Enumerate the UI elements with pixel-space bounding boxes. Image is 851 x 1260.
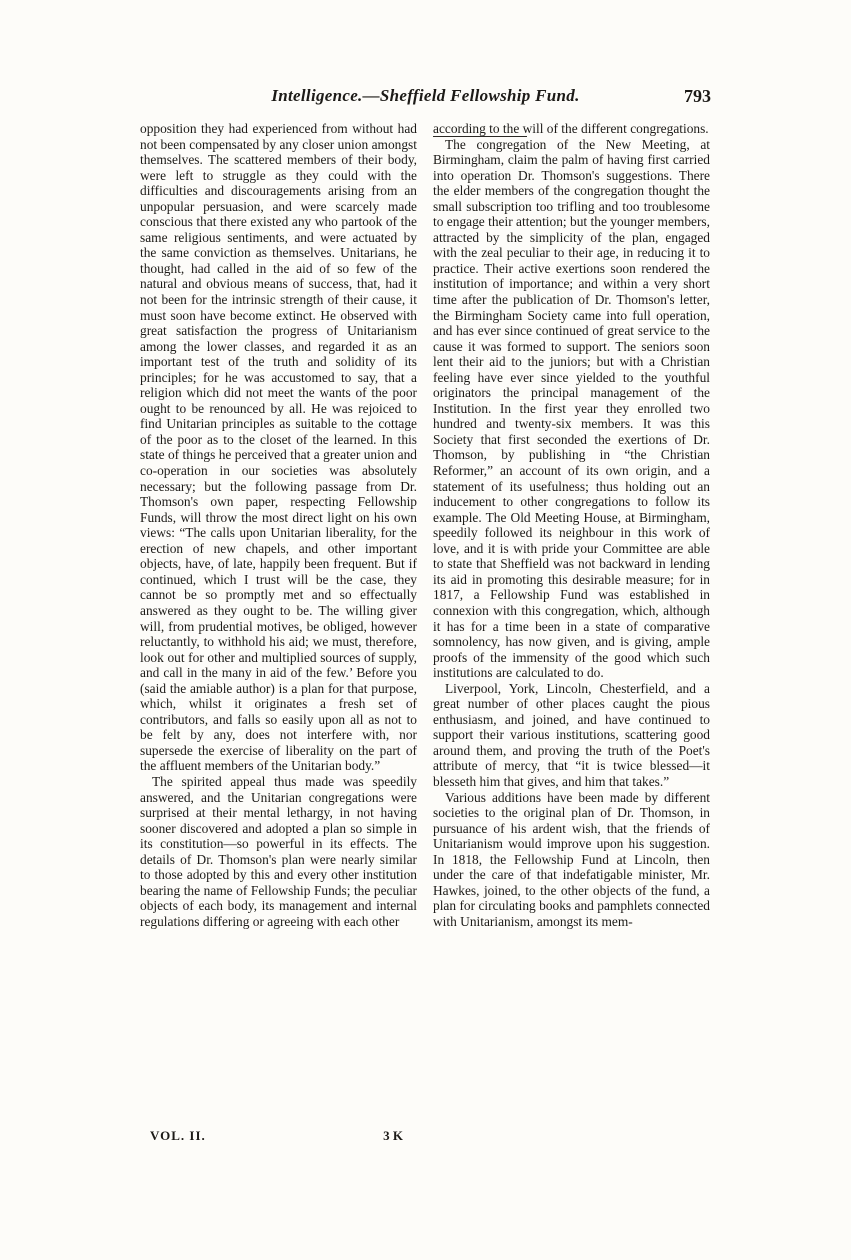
volume-label: VOL. II. <box>150 1128 206 1143</box>
running-title: Intelligence.—Sheffield Fellowship Fund. <box>271 86 580 105</box>
right-column <box>433 121 710 929</box>
left-paragraph-2: The spirited appeal thus made was speedily answered, and the Unitarian congregations were surprised at their mental lethargy, in not having sooner discovered and adopted a plan so simple in its constitution—so powerful in its effects. The details of Dr. Thomson's plan were nearly similar to those adopted by this and every other institution bearing the name of Fellowship Funds; the peculiar objects of each body, its management and internal regulations differing or agreeing with each other <box>140 773 417 929</box>
page-header <box>140 86 711 112</box>
right-paragraph-4: Various additions have been made by different societies to the original plan of Dr. Thomson, in pursuance of his ardent wish, that the friends of Unitarianism would improve upon his suggestion. In 1818, the Fellowship Fund at Lincoln, then under the care of that indefatigable minister, Mr. Hawkes, joined, to the other objects of the fund, a plan for circulating books and pamphlets connected with Unitarianism, amongst its mem- <box>433 789 710 929</box>
signature-mark: 3 K <box>383 1128 403 1143</box>
right-paragraph-3: Liverpool, York, Lincoln, Chesterfield, and a great number of other places caught the pious enthusiasm, and joined, and have continued to support their various institutions, scattering good around them, and proving the truth of the Poet's attribute of mercy, that “it is twice blessed—it blesseth him that gives, and him that takes.” <box>433 680 710 789</box>
right-paragraph-1: according to the will of the different congregations. <box>433 121 709 136</box>
page-number: 793 <box>684 86 711 106</box>
left-column <box>140 121 417 929</box>
right-paragraph-2: The congregation of the New Meeting, at Birmingham, claim the palm of having first carried into operation Dr. Thomson's suggestions. There the elder members of the congregation thought the small subscription too trifling and too troublesome to engage their attention; but the younger members, attracted by the simplicity of the plan, engaged with the zeal peculiar to their age, in reducing it to practice. Their active exertions soon rendered the institution of importance; and within a very short time after the publication of Dr. Thomson's letter, the Birmingham Society came into full operation, and has ever since continued of great service to the cause it was formed to support. The seniors soon lent their aid to the juniors; but with a Christian feeling have ever since yielded to the youthful originators the principal management of the Institution. In the first year they enrolled two hundred and twenty-six members. It was this Society that first seconded the exertions of Dr. Thomson, by publishing in “the Christian Reformer,” an account of its own origin, and a statement of its usefulness; thus holding out an inducement to other congregations to follow its example. The Old Meeting House, at Birmingham, speedily followed its neighbour in this work of love, and it is with pride your Committee are able to state that Sheffield was not backward in lending its aid in promoting this desirable measure; for in 1817, a Fellowship Fund was established in connexion with this congregation, which, although it has for a time been in a state of comparative somnolency, has now given, and is giving, ample proofs of the immensity of the good which such institutions are calculated to do. <box>433 136 710 681</box>
left-paragraph-1: opposition they had experienced from without had not been compensated by any closer union amongst themselves. The scattered members of their body, were left to struggle as they could with the difficulties and discouragements arising from an unpopular persuasion, and were scarcely made conscious that there existed any who partook of the same religious sentiments, and were actuated by the same conviction as themselves. Unitarians, he thought, had called in the aid of so few of the natural and obvious means of success, that, had it not been for the intrinsic strength of their cause, it must soon have become extinct. He observed with great satisfaction the progress of Unitarianism among the lower classes, and regarded it as an important test of the truth and solidity of its principles; for he was accustomed to say, that a religion which did not meet the wants of the poor ought to be renounced by all. He was rejoiced to find Unitarian principles as suitable to the cottage of the poor as to the closet of the learned. In this state of things he perceived that a greater union and co-operation in our societies was absolutely necessary; but the following passage from Dr. Thomson's own paper, respecting Fellowship Funds, will throw the most direct light on his own views: “The calls upon Unitarian liberality, for the erection of new chapels, and other important objects, have, of late, happily been frequent. But if continued, which I trust will be the case, they cannot be so promptly met and so effectually answered as they ought to be. The willing giver will, from prudential motives, be obliged, however reluctantly, to withhold his aid; we must, therefore, look out for other and multiplied sources of supply, and call in the many in aid of the few.’ Before you (said the amiable author) is a plan for that purpose, which, whilst it originates a fresh set of contributors, and falls so easily upon all as not to be felt by any, does not interfere with, nor supersede the exercise of liberality on the part of the affluent members of the Unitarian body.” <box>140 121 417 774</box>
page-footer <box>140 1128 417 1148</box>
